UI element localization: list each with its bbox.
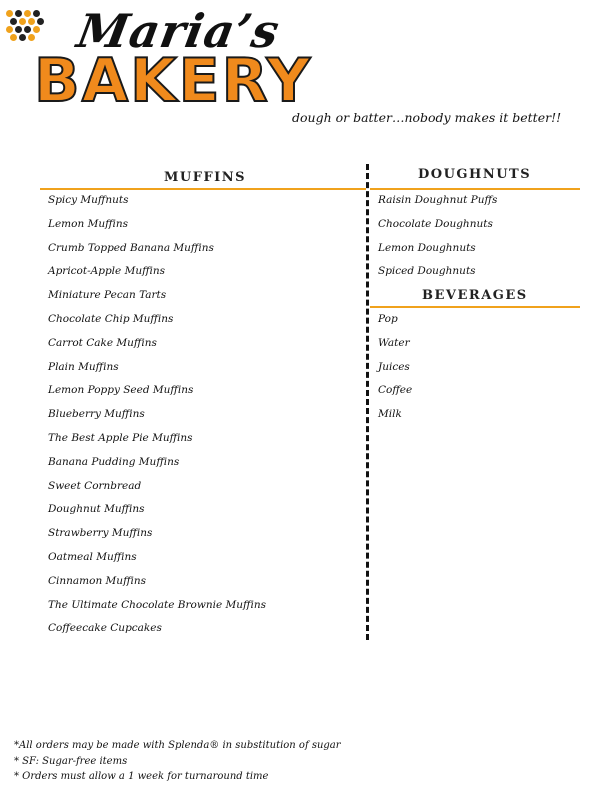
menu-item: Oatmeal Muffins — [48, 550, 137, 563]
menu-item: Chocolate Chip Muffins — [48, 312, 174, 325]
beverages-heading: BEVERAGES — [422, 288, 528, 303]
menu-item: Miniature Pecan Tarts — [48, 289, 167, 302]
footnote: * SF: Sugar-free items — [14, 755, 128, 767]
beverages-list — [378, 308, 412, 427]
doughnuts-list — [378, 189, 497, 284]
footnotes — [14, 738, 341, 785]
menu-item: Raisin Doughnut Puffs — [378, 194, 498, 206]
menu-item: Doughnut Muffins — [48, 503, 145, 516]
menu-item: The Best Apple Pie Muffins — [48, 431, 193, 444]
menu-item: Carrot Cake Muffins — [48, 336, 157, 349]
menu-item: Sweet Cornbread — [48, 479, 142, 492]
menu-item: Lemon Poppy Seed Muffins — [48, 384, 194, 397]
menu-item: Banana Pudding Muffins — [48, 455, 180, 468]
honeycomb-dots-icon — [4, 8, 50, 44]
menu-item: Strawberry Muffins — [48, 527, 153, 540]
menu-item: Cinnamon Muffins — [48, 574, 147, 587]
brand-script-name: Maria’s — [73, 4, 284, 58]
menu-item: Spicy Muffnuts — [48, 194, 129, 206]
menu-item: Juices — [378, 360, 410, 373]
menu-item: Milk — [378, 408, 402, 421]
menu-item: Spiced Doughnuts — [378, 265, 476, 278]
menu-item: The Ultimate Chocolate Brownie Muffins — [48, 598, 266, 611]
menu-item: Pop — [378, 313, 398, 325]
footnote: * Orders must allow a 1 week for turnaround time — [14, 771, 269, 782]
column-divider — [366, 164, 369, 640]
menu-item: Apricot-Apple Muffins — [48, 265, 166, 278]
menu-item: Plain Muffins — [48, 360, 119, 373]
tagline: dough or batter…nobody makes it better!! — [292, 110, 562, 125]
doughnuts-heading: DOUGHNUTS — [418, 167, 532, 182]
muffins-heading: MUFFINS — [164, 170, 247, 185]
menu-item: Blueberry Muffins — [48, 408, 145, 421]
menu-item: Coffee — [378, 384, 413, 397]
menu-item: Lemon Muffins — [48, 217, 129, 230]
menu-item: Crumb Topped Banana Muffins — [48, 241, 214, 254]
muffins-list — [48, 189, 266, 641]
brand-block-name: BAKERY — [34, 46, 313, 116]
footnote: *All orders may be made with Splenda® in substitution of sugar — [14, 740, 341, 751]
bakery-logo — [0, 0, 360, 118]
menu-item: Coffeecake Cupcakes — [48, 622, 162, 635]
menu-item: Chocolate Doughnuts — [378, 217, 493, 230]
menu-item: Water — [378, 336, 410, 349]
menu-item: Lemon Doughnuts — [378, 241, 476, 254]
